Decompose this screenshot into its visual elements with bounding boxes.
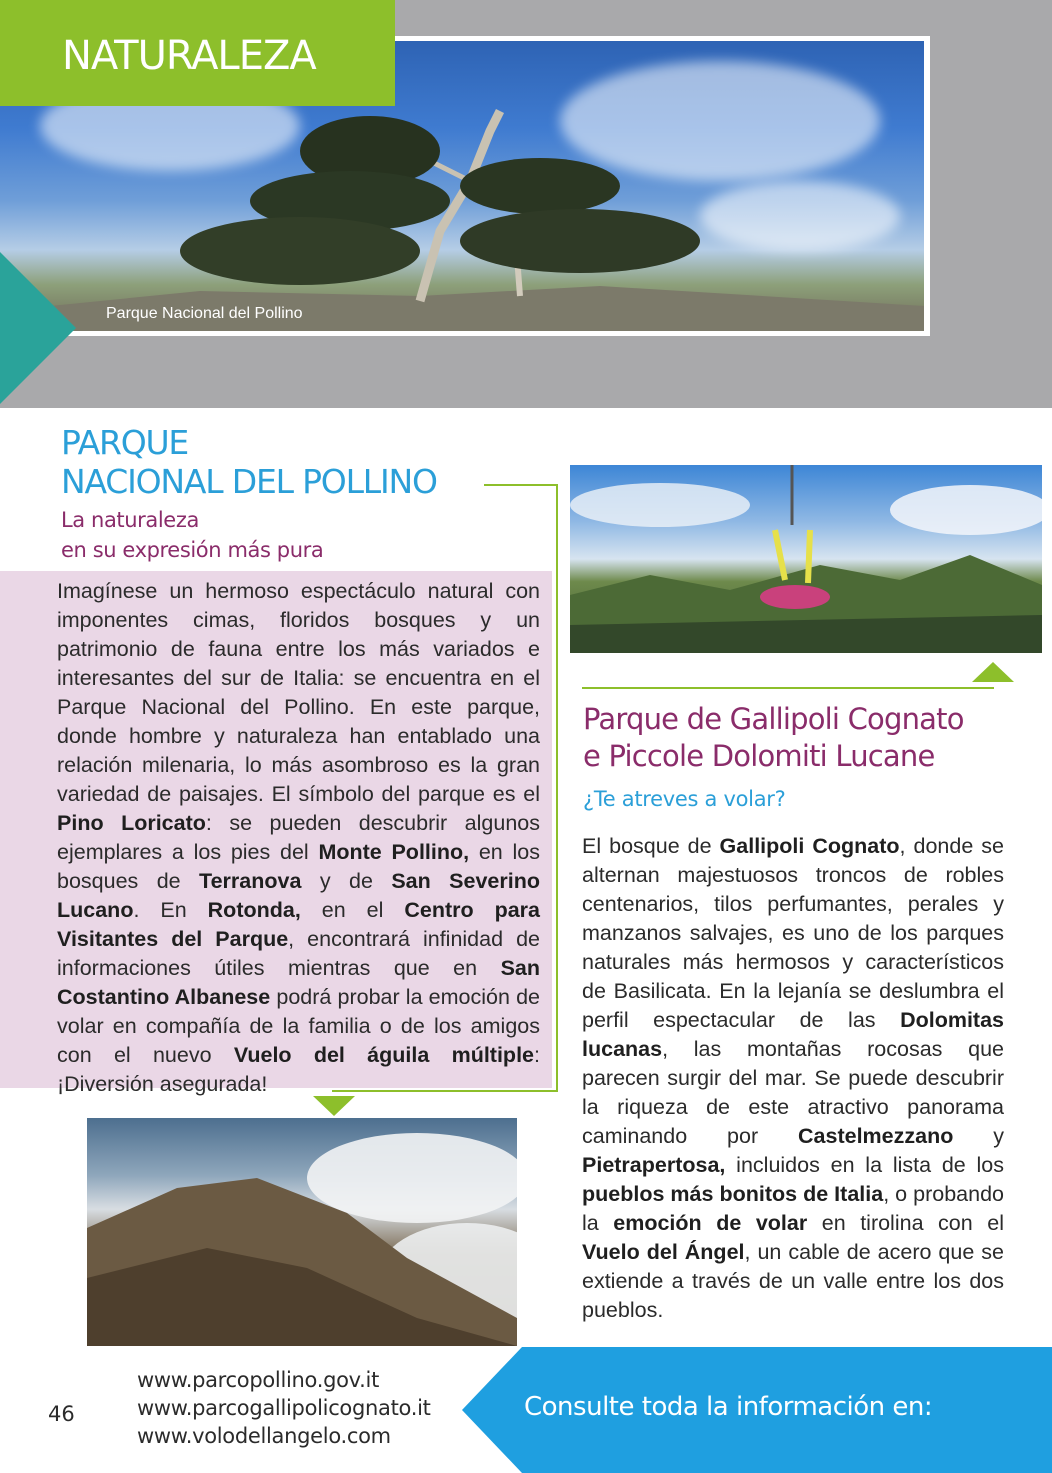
divider-line bbox=[484, 484, 558, 486]
bold-text: Gallipoli Cognato bbox=[719, 834, 900, 858]
right-article-subtitle: ¿Te atreves a volar? bbox=[583, 787, 786, 811]
body-text: y bbox=[953, 1124, 1004, 1148]
left-subtitle-line1: La naturaleza bbox=[61, 508, 199, 532]
bold-text: Centro para Visitantes del Parque bbox=[57, 898, 540, 951]
arrow-down-icon bbox=[313, 1096, 355, 1116]
bold-text: Vuelo del águila múltiple bbox=[233, 1043, 534, 1067]
url-list bbox=[137, 1366, 431, 1450]
bold-text: Pietrapertosa, bbox=[582, 1153, 726, 1177]
body-text: , o probando la bbox=[582, 1182, 1004, 1235]
photo-zipline-dolomiti bbox=[570, 465, 1042, 653]
hero-caption: Parque Nacional del Pollino bbox=[106, 305, 303, 322]
divider-line bbox=[582, 687, 994, 689]
body-text: : ¡Diversión asegurada! bbox=[57, 1043, 540, 1096]
body-text: podrá probar la emoción de volar en compañía de la familia o de los amigos con el nuevo bbox=[57, 985, 540, 1067]
bold-text: emoción de volar bbox=[613, 1211, 808, 1235]
body-text: en los bosques de bbox=[57, 840, 540, 893]
section-label: NATURALEZA bbox=[62, 33, 316, 79]
body-text: y de bbox=[301, 869, 392, 893]
bold-text: Vuelo del Ángel bbox=[582, 1240, 745, 1264]
url-link[interactable]: www.parcogallipolicognato.it bbox=[137, 1396, 431, 1420]
bold-text: Dolomitas lucanas bbox=[582, 1008, 1004, 1061]
url-link[interactable]: www.volodellangelo.com bbox=[137, 1424, 391, 1448]
body-text: Imagínese un hermoso espectáculo natural con imponentes cimas, floridos bosques y un patrimonio de fauna entre los más variados e interesantes del sur de Italia: se encuentra en el Parque Nacional del Pollino. En este parque, donde hombre y naturaleza han entablado una relación milenaria, lo más asombroso es la gran variedad de paisajes. El símbolo del parque es el bbox=[57, 579, 540, 806]
body-text: , las montañas rocosas que parecen surgir del mar. Se puede descubrir la riqueza de este atractivo panorama caminando por bbox=[582, 1037, 1004, 1148]
body-text: El bosque de bbox=[582, 834, 720, 858]
bold-text: Monte Pollino, bbox=[318, 840, 470, 864]
left-title-line1: PARQUE bbox=[61, 423, 189, 462]
body-text: . En bbox=[133, 898, 208, 922]
divider-line bbox=[556, 484, 558, 1092]
body-text: , encontrará infinidad de informaciones útiles mientras que en bbox=[57, 927, 540, 980]
right-title-line2: e Piccole Dolomiti Lucane bbox=[583, 739, 935, 773]
body-text: incluidos en la lista de los bbox=[725, 1153, 1004, 1177]
zipline-illustration bbox=[570, 465, 1042, 653]
bold-text: San Severino Lucano bbox=[57, 869, 540, 922]
body-text: en el bbox=[300, 898, 405, 922]
left-article-subtitle bbox=[61, 505, 323, 565]
body-text: , donde se alternan majestuosos troncos de robles centenarios, tilos perfumantes, perales y manzanos salvajes, es uno de los parques naturales más hermosos y característicos de Basilicata. En la lejanía se deslumbra el perfil espectacular de las bbox=[582, 834, 1004, 1032]
bold-text: Terranova bbox=[199, 869, 302, 893]
body-text: en tirolina con el bbox=[807, 1211, 1004, 1235]
teal-triangle-decoration bbox=[0, 252, 76, 404]
url-link[interactable]: www.parcopollino.gov.it bbox=[137, 1368, 380, 1392]
right-title-line1: Parque de Gallipoli Cognato bbox=[583, 702, 964, 736]
photo-mountain-clouds bbox=[87, 1118, 517, 1346]
footer-info-label: Consulte toda la información en: bbox=[524, 1392, 933, 1422]
left-article-title bbox=[61, 423, 437, 501]
bold-text: San Costantino Albanese bbox=[57, 956, 540, 1009]
left-title-line2: NACIONAL DEL POLLINO bbox=[61, 462, 437, 501]
bold-text: Pino Loricato bbox=[57, 811, 206, 835]
right-article-title bbox=[583, 701, 964, 775]
bold-text: Castelmezzano bbox=[798, 1124, 954, 1148]
bold-text: Rotonda, bbox=[207, 898, 301, 922]
left-subtitle-line2: en su expresión más pura bbox=[61, 538, 324, 562]
mountain-illustration bbox=[87, 1118, 517, 1346]
body-text: : se pueden descubrir algunos ejemplares a los pies del bbox=[57, 811, 540, 864]
right-article-body bbox=[582, 832, 1004, 1325]
page-number: 46 bbox=[48, 1402, 75, 1426]
bold-text: pueblos más bonitos de Italia bbox=[582, 1182, 884, 1206]
left-article-body bbox=[57, 577, 540, 1099]
arrow-up-icon bbox=[972, 662, 1014, 682]
body-text: , un cable de acero que se extiende a través de un valle entre los dos pueblos. bbox=[582, 1240, 1004, 1322]
